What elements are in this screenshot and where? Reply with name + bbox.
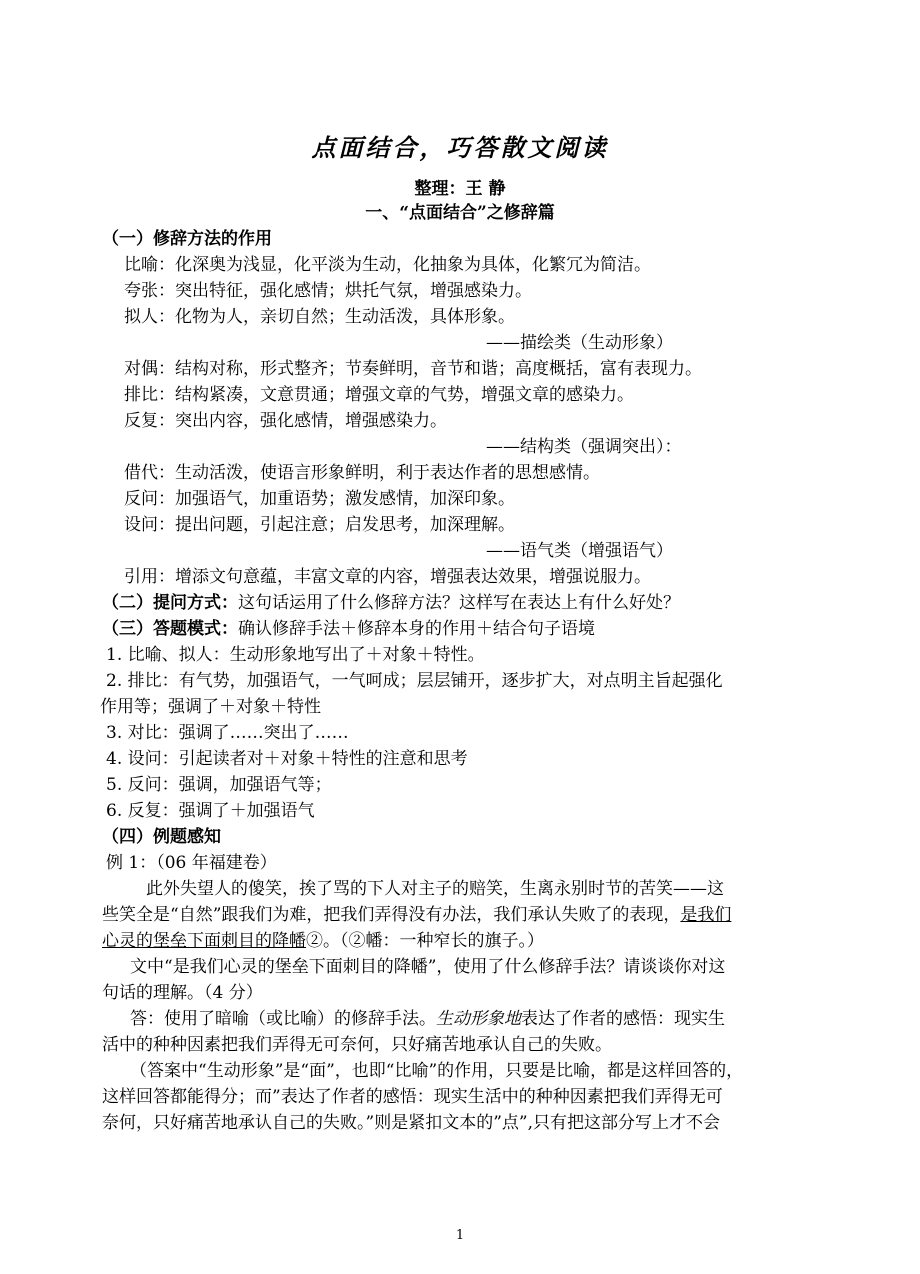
list-item: 6. 反复：强调了＋加强语气 [106, 801, 315, 821]
question-line: 文中“是我们心灵的堡垒下面刺目的降幡”，使用了什么修辞手法？请谈谈你对这 [130, 957, 726, 977]
text-line: 对偶：结构对称，形式整齐；节奏鲜明，音节和谐；高度概括，富有表现力。 [124, 359, 702, 379]
text-line: 夸张：突出特征，强化感情；烘托气氛，增强感染力。 [124, 281, 532, 301]
answer-line: 活中的种种因素把我们弄得无可奈何，只好痛苦地承认自己的失败。 [102, 1035, 612, 1055]
list-item: 3. 对比：强调了……突出了…… [106, 723, 349, 743]
list-item: 2. 排比：有气势，加强语气，一气呵成；层层铺开，逐步扩大，对点明主旨起强化 [106, 671, 723, 691]
passage-text: 些笑全是“自然”跟我们为难，把我们弄得没有办法，我们承认失败了的表现， [102, 905, 681, 925]
passage-line [102, 929, 544, 953]
text-line: 反复：突出内容，强化感情，增强感染力。 [124, 411, 447, 431]
answer-text: 表达了作者的感悟：现实生 [521, 1009, 725, 1029]
section-heading: 一、“点面结合”之修辞篇 [365, 203, 555, 223]
list-item: 作用等；强调了＋对象＋特性 [100, 697, 321, 717]
part1-heading: （一）修辞方法的作用 [102, 229, 272, 249]
part3-text: 确认修辞手法＋修辞本身的作用＋结合句子语境 [238, 619, 595, 639]
underlined-sentence: 心灵的堡垒下面刺目的降幡 [102, 931, 306, 951]
text-line: 比喻：化深奥为浅显，化平淡为生动，化抽象为具体，化繁冗为简洁。 [124, 255, 651, 275]
part4-heading: （四）例题感知 [102, 827, 221, 847]
part3-heading: （三）答题模式： [102, 619, 238, 639]
text-line: 拟人：化物为人，亲切自然；生动活泼，具体形象。 [124, 307, 515, 327]
answer-emphasis: 生动形象地 [436, 1009, 521, 1029]
category-note: ——语气类（增强语气） [486, 541, 673, 561]
question-line: 句话的理解。（4 分） [102, 983, 263, 1003]
page-number: 1 [455, 1228, 465, 1243]
answer-text: 答：使用了暗喻（或比喻）的修辞手法。 [130, 1009, 436, 1029]
text-line: 设问：提出问题，引起注意；启发思考，加深理解。 [124, 515, 515, 535]
part3-line [102, 617, 595, 641]
part2-heading: （二）提问方式： [102, 593, 238, 613]
text-line: 反问：加强语气，加重语势；激发感情，加深印象。 [124, 489, 515, 509]
answer-line [130, 1007, 725, 1031]
author-line: 整理：王 静 [414, 179, 506, 199]
list-item: 4. 设问：引起读者对＋对象＋特性的注意和思考 [106, 749, 468, 769]
category-note: ——结构类（强调突出）： [486, 437, 682, 457]
footnote-text: ②。（②幡：一种窄长的旗子。） [306, 931, 544, 951]
passage-line: 此外失望人的傻笑，挨了骂的下人对主子的赔笑，生离永别时节的苦笑——这 [146, 879, 724, 899]
document-title: 点面结合，巧答散文阅读 [311, 133, 609, 162]
text-line: 排比：结构紧凑，文意贯通；增强文章的气势，增强文章的感染力。 [124, 385, 634, 405]
part2-line [102, 591, 680, 615]
note-line: 这样回答都能得分；而”表达了作者的感悟：现实生活中的种种因素把我们弄得无可 [102, 1087, 723, 1107]
underlined-sentence: 是我们 [680, 905, 732, 925]
text-line: 引用：增添文句意蕴，丰富文章的内容，增强表达效果，增强说服力。 [124, 567, 651, 587]
category-note: ——描绘类（生动形象） [486, 333, 673, 353]
passage-line [102, 903, 731, 927]
list-item: 1. 比喻、拟人：生动形象地写出了＋对象＋特性。 [106, 645, 485, 665]
note-line: （答案中“生动形象”是“面”，也即“比喻”的作用，只要是比喻，都是这样回答的， [130, 1061, 744, 1081]
part2-text: 这句话运用了什么修辞方法？这样写在表达上有什么好处？ [238, 593, 680, 613]
text-line: 借代：生动活泼，使语言形象鲜明，利于表达作者的思想感情。 [124, 463, 600, 483]
note-line: 奈何，只好痛苦地承认自己的失败。”则是紧扣文本的”点”,只有把这部分写上才不会 [102, 1113, 720, 1133]
list-item: 5. 反问：强调，加强语气等； [106, 775, 332, 795]
example-label: 例 1：（06 年福建卷） [106, 853, 277, 873]
